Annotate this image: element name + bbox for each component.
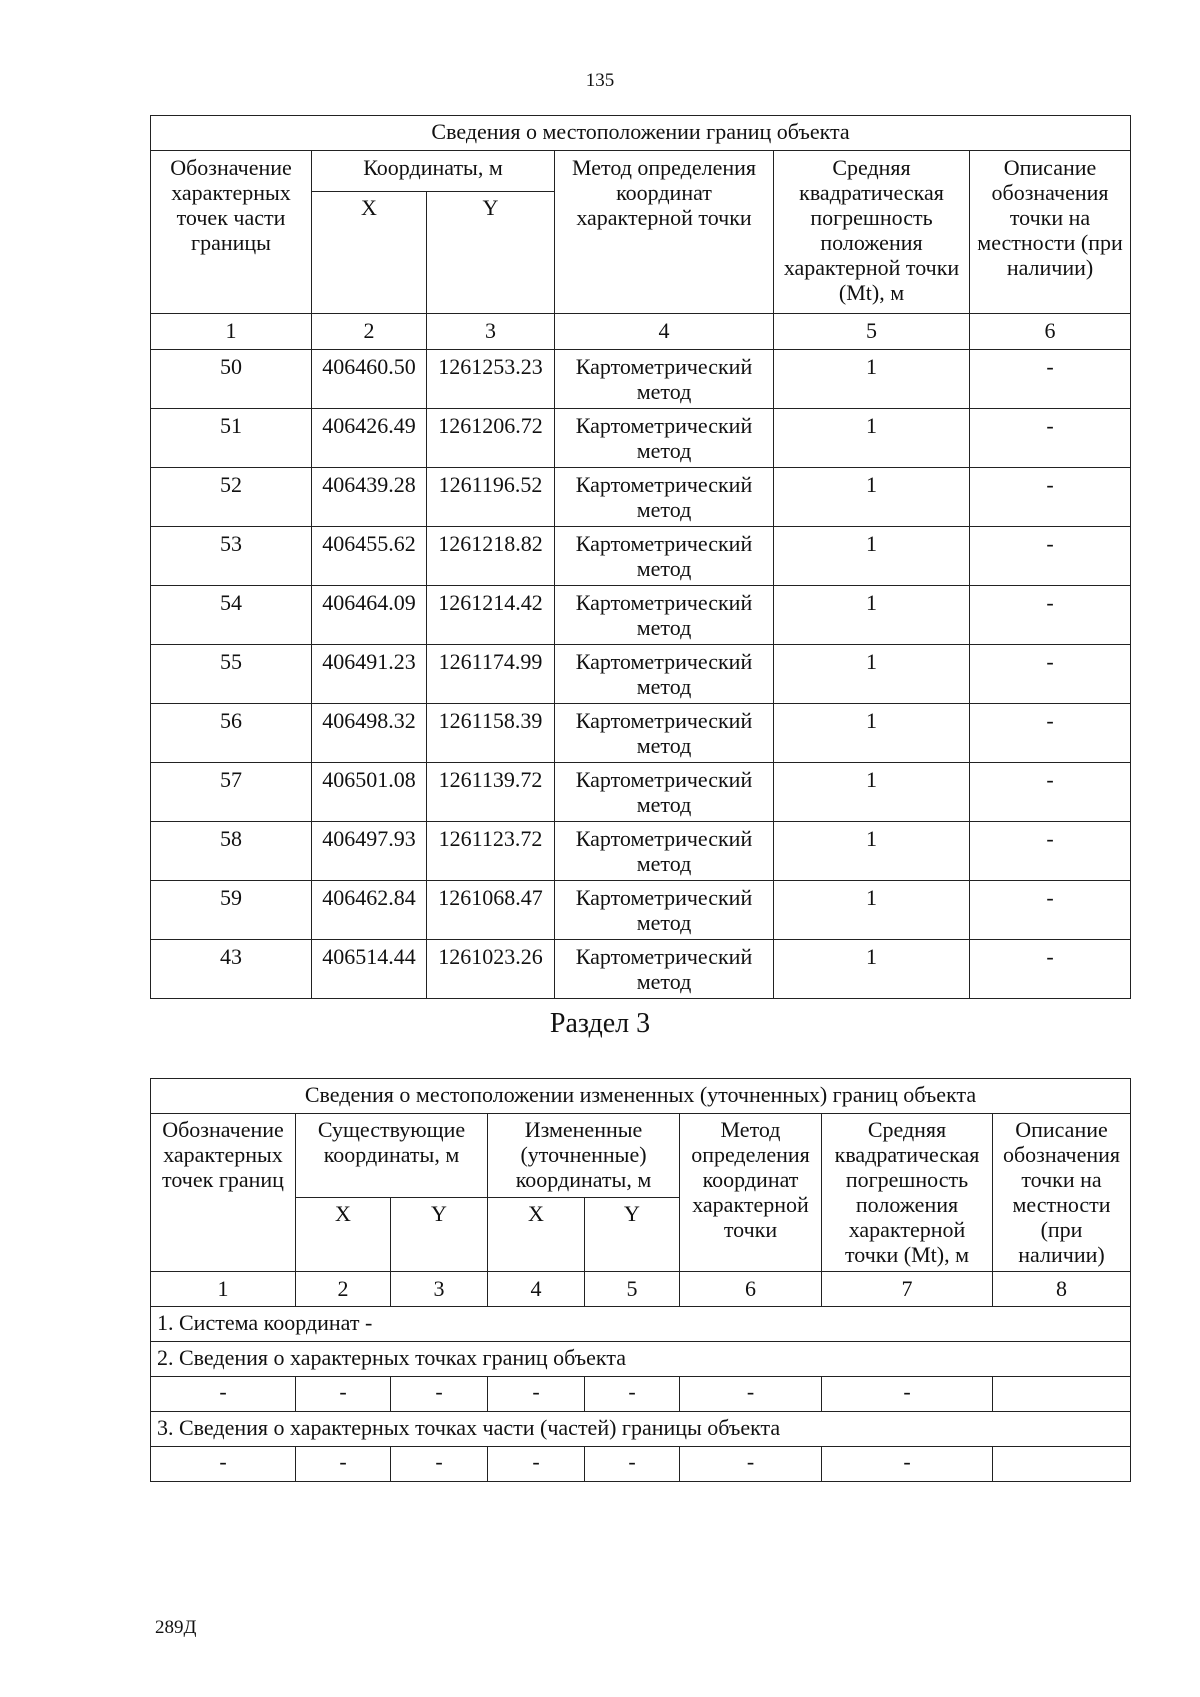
section-row <box>151 1412 1131 1447</box>
table-row <box>151 527 1131 586</box>
point-number-cell: 55 <box>151 645 312 704</box>
point-number-cell: 54 <box>151 586 312 645</box>
column-number: 5 <box>585 1272 680 1307</box>
method-cell: Картометрический метод <box>555 763 774 822</box>
data-cell: - <box>822 1447 993 1482</box>
method-cell: Картометрический метод <box>555 645 774 704</box>
description-cell: - <box>970 940 1131 999</box>
header-changed-coordinates: Измененные (уточненные) координаты, м <box>488 1114 680 1198</box>
description-cell: - <box>970 409 1131 468</box>
data-cell: - <box>151 1377 296 1412</box>
section-heading: Раздел 3 <box>549 1008 651 1039</box>
x-coordinate-cell: 406497.93 <box>312 822 427 881</box>
column-number-row <box>151 314 1131 350</box>
section-row <box>151 1307 1131 1342</box>
x-coordinate-cell: 406462.84 <box>312 881 427 940</box>
page-number: 135 <box>585 70 615 91</box>
point-number-cell: 43 <box>151 940 312 999</box>
method-cell: Картометрический метод <box>555 822 774 881</box>
table-row <box>151 1377 1131 1412</box>
method-cell: Картометрический метод <box>555 704 774 763</box>
data-cell: - <box>296 1377 391 1412</box>
y-coordinate-cell: 1261214.42 <box>427 586 555 645</box>
accuracy-cell: 1 <box>774 881 970 940</box>
section-title: 3. Сведения о характерных точках части (частей) границы объекта <box>151 1412 1131 1447</box>
header-designation: Обозначение характерных точек границ <box>151 1114 296 1272</box>
description-cell: - <box>970 468 1131 527</box>
accuracy-cell: 1 <box>774 763 970 822</box>
table-row <box>151 468 1131 527</box>
point-number-cell: 50 <box>151 350 312 409</box>
boundary-location-table <box>150 115 1131 999</box>
table-row <box>151 704 1131 763</box>
method-cell: Картометрический метод <box>555 409 774 468</box>
x-coordinate-cell: 406439.28 <box>312 468 427 527</box>
header-method: Метод определения координат характерной точки <box>555 151 774 314</box>
point-number-cell: 57 <box>151 763 312 822</box>
column-number: 4 <box>555 314 774 350</box>
section-title: 1. Система координат - <box>151 1307 1131 1342</box>
y-coordinate-cell: 1261174.99 <box>427 645 555 704</box>
data-cell: - <box>822 1377 993 1412</box>
description-cell: - <box>970 527 1131 586</box>
accuracy-cell: 1 <box>774 527 970 586</box>
header-accuracy: Средняя квадратическая погрешность положения характерной точки (Mt), м <box>822 1114 993 1272</box>
x-coordinate-cell: 406514.44 <box>312 940 427 999</box>
table-row <box>151 763 1131 822</box>
header-x: X <box>312 192 427 314</box>
data-cell <box>993 1447 1131 1482</box>
header-description: Описание обозначения точки на местности (при наличии) <box>993 1114 1131 1272</box>
table-row <box>151 1447 1131 1482</box>
changed-boundary-table <box>150 1078 1131 1482</box>
accuracy-cell: 1 <box>774 409 970 468</box>
description-cell: - <box>970 881 1131 940</box>
accuracy-cell: 1 <box>774 586 970 645</box>
y-coordinate-cell: 1261139.72 <box>427 763 555 822</box>
column-number: 1 <box>151 314 312 350</box>
point-number-cell: 56 <box>151 704 312 763</box>
column-number: 1 <box>151 1272 296 1307</box>
data-cell: - <box>488 1377 585 1412</box>
section-row <box>151 1342 1131 1377</box>
point-number-cell: 51 <box>151 409 312 468</box>
method-cell: Картометрический метод <box>555 940 774 999</box>
x-coordinate-cell: 406426.49 <box>312 409 427 468</box>
column-number: 2 <box>312 314 427 350</box>
x-coordinate-cell: 406460.50 <box>312 350 427 409</box>
accuracy-cell: 1 <box>774 350 970 409</box>
point-number-cell: 59 <box>151 881 312 940</box>
method-cell: Картометрический метод <box>555 350 774 409</box>
column-number: 8 <box>993 1272 1131 1307</box>
method-cell: Картометрический метод <box>555 468 774 527</box>
header-existing-x: X <box>296 1198 391 1272</box>
point-number-cell: 52 <box>151 468 312 527</box>
header-description: Описание обозначения точки на местности (при наличии) <box>970 151 1131 314</box>
data-cell: - <box>680 1377 822 1412</box>
table-caption: Сведения о местоположении измененных (уточненных) границ объекта <box>151 1079 1131 1114</box>
x-coordinate-cell: 406498.32 <box>312 704 427 763</box>
point-number-cell: 53 <box>151 527 312 586</box>
accuracy-cell: 1 <box>774 940 970 999</box>
y-coordinate-cell: 1261158.39 <box>427 704 555 763</box>
y-coordinate-cell: 1261023.26 <box>427 940 555 999</box>
y-coordinate-cell: 1261253.23 <box>427 350 555 409</box>
point-number-cell: 58 <box>151 822 312 881</box>
description-cell: - <box>970 645 1131 704</box>
table-caption: Сведения о местоположении границ объекта <box>151 116 1131 151</box>
table-row <box>151 350 1131 409</box>
table-row <box>151 586 1131 645</box>
accuracy-cell: 1 <box>774 468 970 527</box>
y-coordinate-cell: 1261218.82 <box>427 527 555 586</box>
column-number: 6 <box>970 314 1131 350</box>
table-row <box>151 822 1131 881</box>
column-number: 3 <box>427 314 555 350</box>
table-row <box>151 409 1131 468</box>
data-cell: - <box>151 1447 296 1482</box>
y-coordinate-cell: 1261068.47 <box>427 881 555 940</box>
table-row <box>151 645 1131 704</box>
method-cell: Картометрический метод <box>555 527 774 586</box>
column-number: 3 <box>391 1272 488 1307</box>
table-row <box>151 881 1131 940</box>
section-title: 2. Сведения о характерных точках границ объекта <box>151 1342 1131 1377</box>
column-number-row <box>151 1272 1131 1307</box>
description-cell: - <box>970 704 1131 763</box>
x-coordinate-cell: 406464.09 <box>312 586 427 645</box>
table-row <box>151 940 1131 999</box>
header-method: Метод определения координат характерной точки <box>680 1114 822 1272</box>
y-coordinate-cell: 1261123.72 <box>427 822 555 881</box>
header-coordinates: Координаты, м <box>312 151 555 192</box>
description-cell: - <box>970 350 1131 409</box>
x-coordinate-cell: 406491.23 <box>312 645 427 704</box>
x-coordinate-cell: 406501.08 <box>312 763 427 822</box>
column-number: 4 <box>488 1272 585 1307</box>
accuracy-cell: 1 <box>774 822 970 881</box>
data-cell: - <box>391 1447 488 1482</box>
footer-code: 289Д <box>155 1617 197 1638</box>
data-cell <box>993 1377 1131 1412</box>
accuracy-cell: 1 <box>774 704 970 763</box>
column-number: 7 <box>822 1272 993 1307</box>
y-coordinate-cell: 1261196.52 <box>427 468 555 527</box>
data-cell: - <box>680 1447 822 1482</box>
data-cell: - <box>296 1447 391 1482</box>
data-cell: - <box>391 1377 488 1412</box>
data-cell: - <box>585 1447 680 1482</box>
column-number: 2 <box>296 1272 391 1307</box>
description-cell: - <box>970 763 1131 822</box>
description-cell: - <box>970 822 1131 881</box>
x-coordinate-cell: 406455.62 <box>312 527 427 586</box>
header-designation: Обозначение характерных точек части границы <box>151 151 312 314</box>
header-accuracy: Средняя квадратическая погрешность положения характерной точки (Mt), м <box>774 151 970 314</box>
header-y: Y <box>427 192 555 314</box>
column-number: 5 <box>774 314 970 350</box>
header-existing-coordinates: Существующие координаты, м <box>296 1114 488 1198</box>
header-existing-y: Y <box>391 1198 488 1272</box>
header-changed-y: Y <box>585 1198 680 1272</box>
data-cell: - <box>585 1377 680 1412</box>
method-cell: Картометрический метод <box>555 586 774 645</box>
header-changed-x: X <box>488 1198 585 1272</box>
description-cell: - <box>970 586 1131 645</box>
accuracy-cell: 1 <box>774 645 970 704</box>
y-coordinate-cell: 1261206.72 <box>427 409 555 468</box>
data-cell: - <box>488 1447 585 1482</box>
column-number: 6 <box>680 1272 822 1307</box>
method-cell: Картометрический метод <box>555 881 774 940</box>
